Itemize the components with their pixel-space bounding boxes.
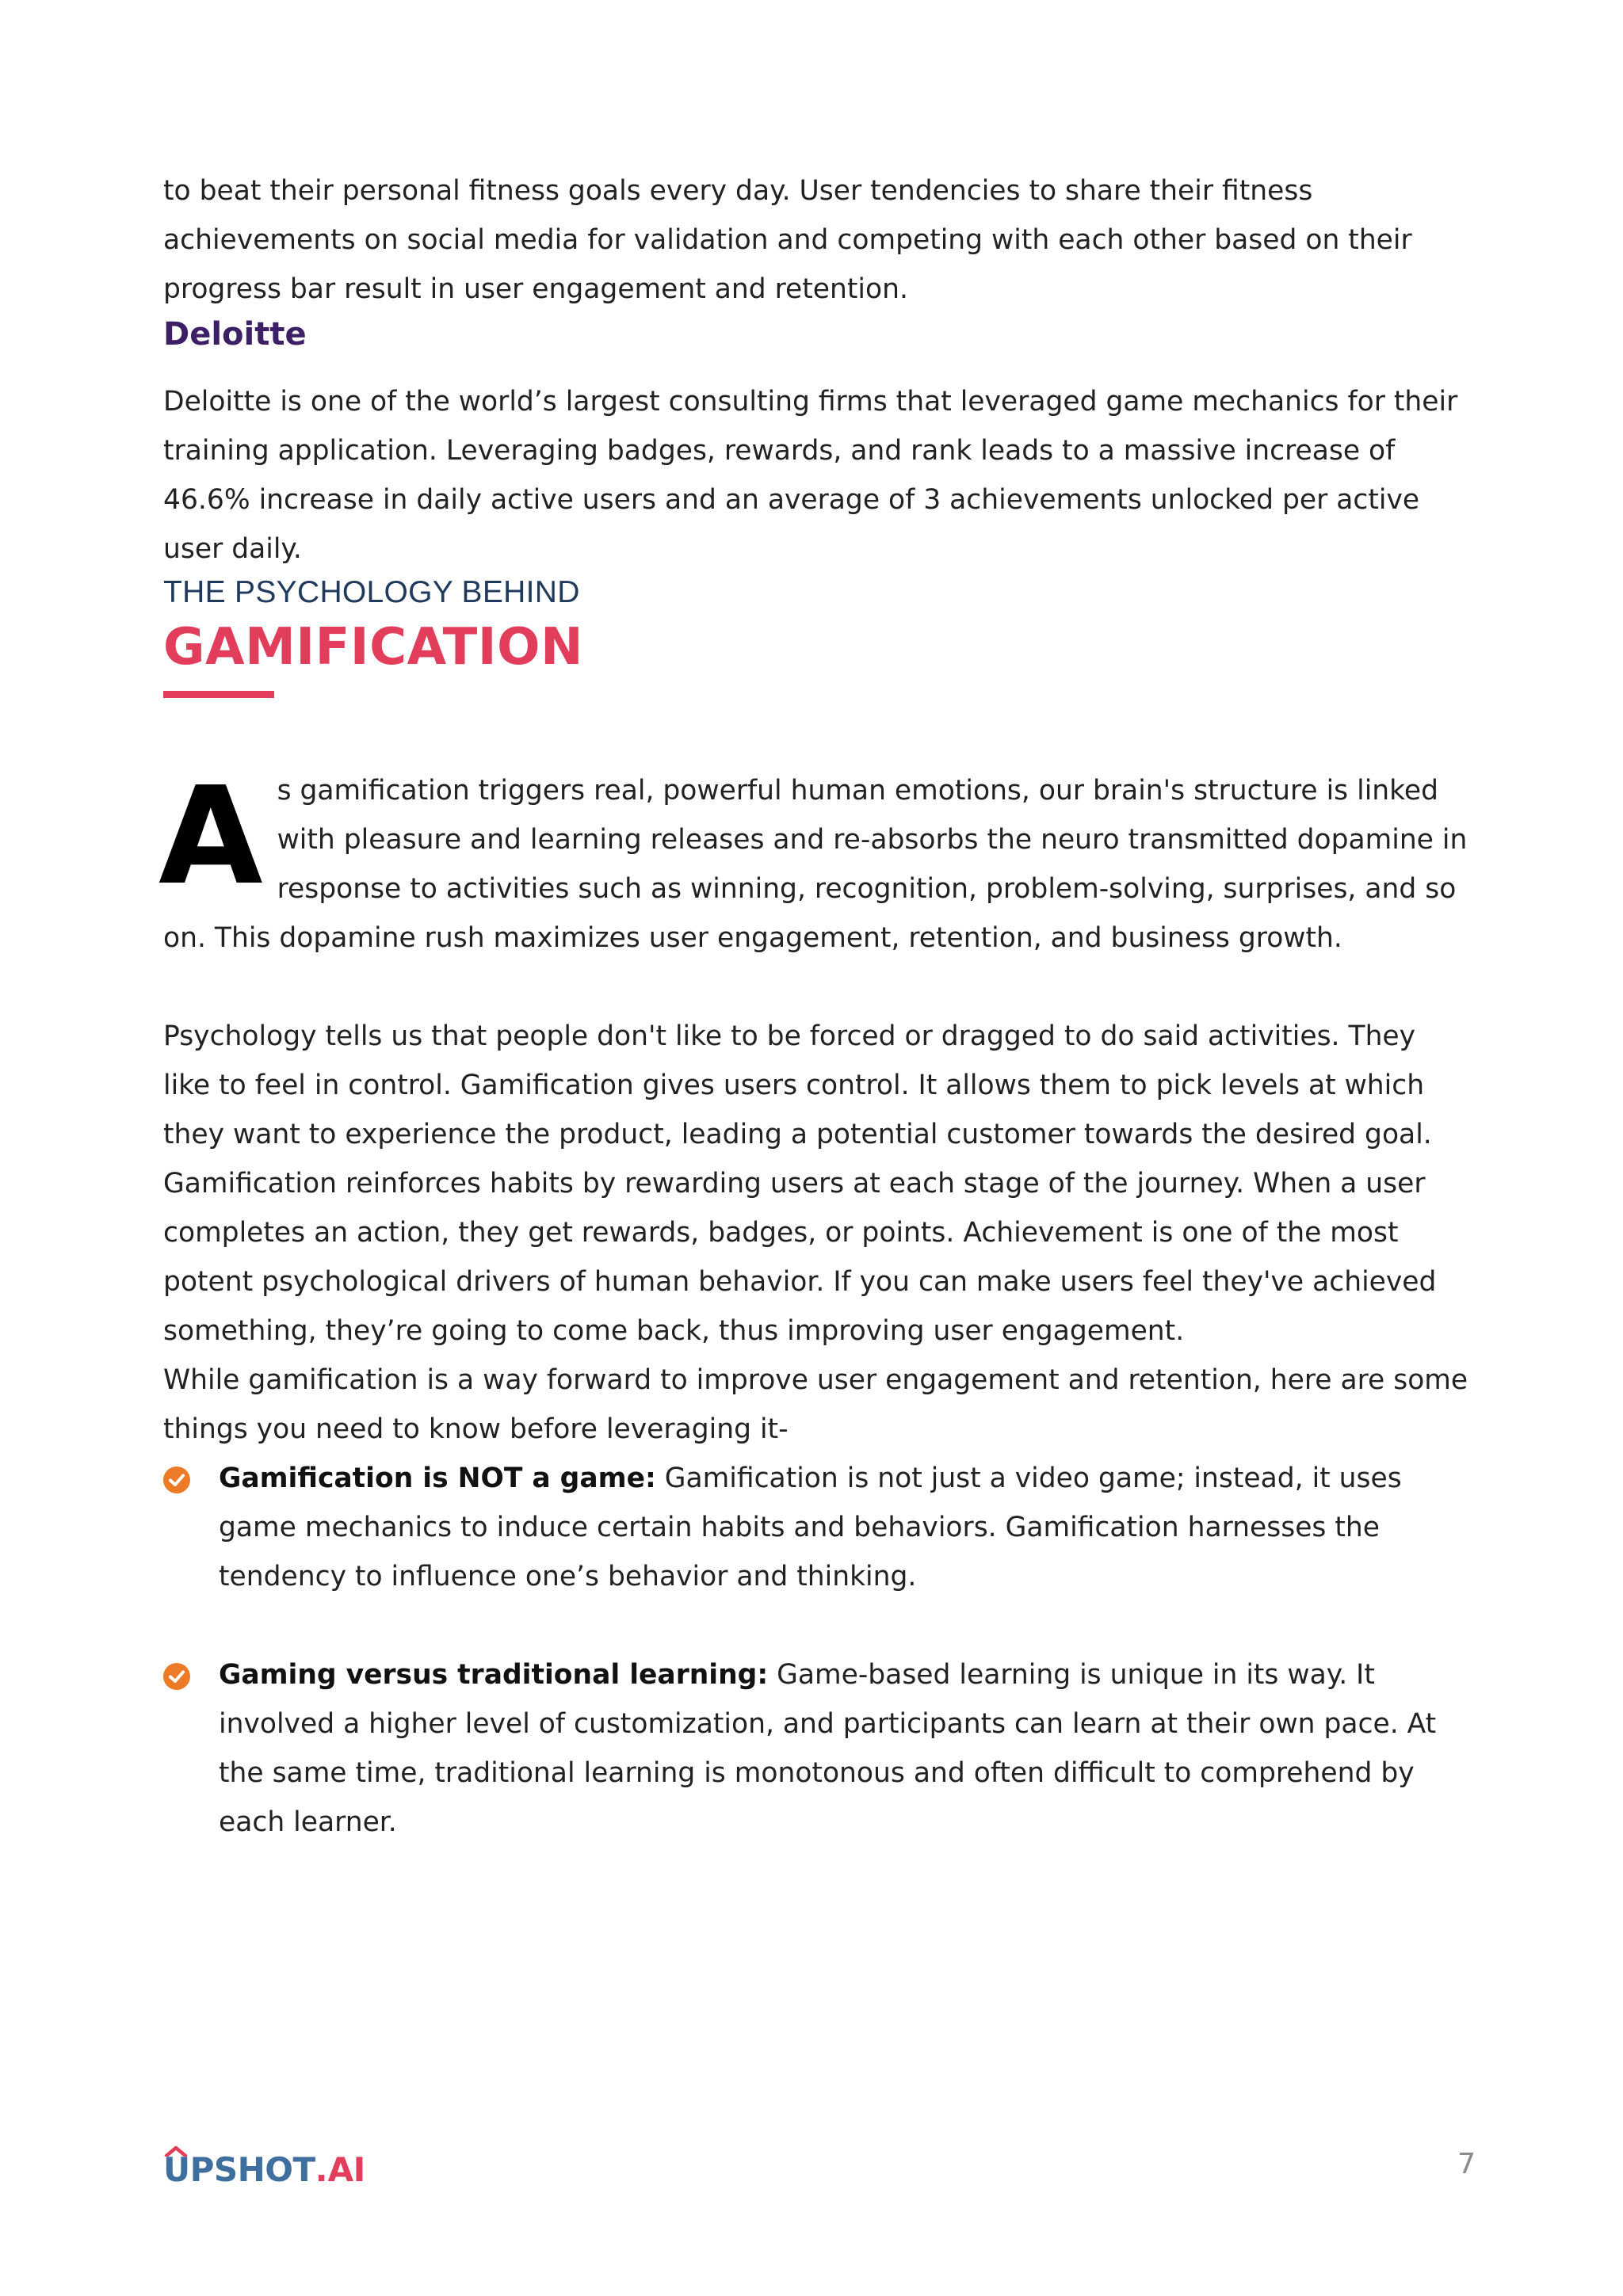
paragraph-4: While gamification is a way forward to improve user engagement and retention, here are some things you need to know before leveraging it- — [163, 1364, 1468, 1445]
deloitte-paragraph: Deloitte is one of the world’s largest consulting firms that leveraged game mechanics for their training application. Leveraging badges, rewards, and rank leads to a massive increase of 46.6% increase in daily active users and an average of 3 achievements unlocked per active user daily. — [163, 386, 1458, 565]
section-title: GAMIFICATION — [163, 618, 584, 677]
intro-paragraph: to beat their personal fitness goals every day. User tendencies to share their fitness achievements on social media for validation and competing with each other based on their progress bar result in user engagement and retention. — [163, 175, 1412, 305]
bullet-lead: Gamification is NOT a game: — [219, 1463, 656, 1494]
page-content — [158, 166, 1471, 1896]
check-circle-icon — [163, 1466, 190, 1493]
bullet-body: Game-based learning is unique in its way. It involved a higher level of customization, and participants can learn at their own pace. At the same time, traditional learning is monotonous and often difficult to comprehend by each learner. — [219, 1659, 1437, 1838]
house-roof-icon — [164, 2145, 188, 2157]
logo-ai-text: AI — [327, 2150, 365, 2189]
logo-wordmark — [163, 2152, 315, 2188]
logo-dot: . — [315, 2150, 328, 2189]
paragraph-3: Gamification reinforces habits by rewarding users at each stage of the journey. When a user completes an action, they get rewards, badges, or points. Achievement is one of the most potent psychological drivers of human behavior. If you can make users feel they've achieved something, they’re going to come back, thus improving user engagement. — [163, 1168, 1437, 1347]
page-number: 7 — [1457, 2148, 1476, 2180]
bullet-lead: Gaming versus traditional learning: — [219, 1659, 769, 1691]
paragraph-2: Psychology tells us that people don't like to be forced or dragged to do said activities. They like to feel in control. Gamification gives users control. It allows them to pick levels at which they want to experience the product, leading a potential customer towards the desired goal. — [163, 1020, 1432, 1150]
paragraph-1-text: s gamification triggers real, powerful human emotions, our brain's structure is linked with pleasure and learning releases and re-absorbs the neuro transmitted dopamine in response to activities such as winning, recognition, problem-solving, surprises, and so on. This dopamine rush maximizes user engagement, retention, and business growth. — [163, 775, 1468, 954]
bullet-item — [163, 1650, 1471, 1847]
bullet-body: Gamification is not just a video game; instead, it uses game mechanics to induce certain habits and behaviors. Gamification harnesses the tendency to influence one’s behavior and thinking. — [219, 1463, 1402, 1592]
upshot-ai-logo — [163, 2144, 365, 2188]
bullet-item — [163, 1454, 1471, 1601]
drop-cap-letter: A — [158, 758, 263, 915]
deloitte-heading: Deloitte — [163, 316, 307, 353]
logo-upshot-text: UPSHOT — [163, 2150, 315, 2189]
section-eyebrow: THE PSYCHOLOGY BEHIND — [163, 575, 580, 609]
bullet-text — [219, 1454, 1471, 1601]
bullet-text — [219, 1650, 1471, 1847]
title-underline — [163, 691, 274, 698]
dropcap-paragraph — [158, 758, 1471, 963]
check-circle-icon — [163, 1663, 190, 1690]
bullet-list — [163, 1454, 1471, 1847]
